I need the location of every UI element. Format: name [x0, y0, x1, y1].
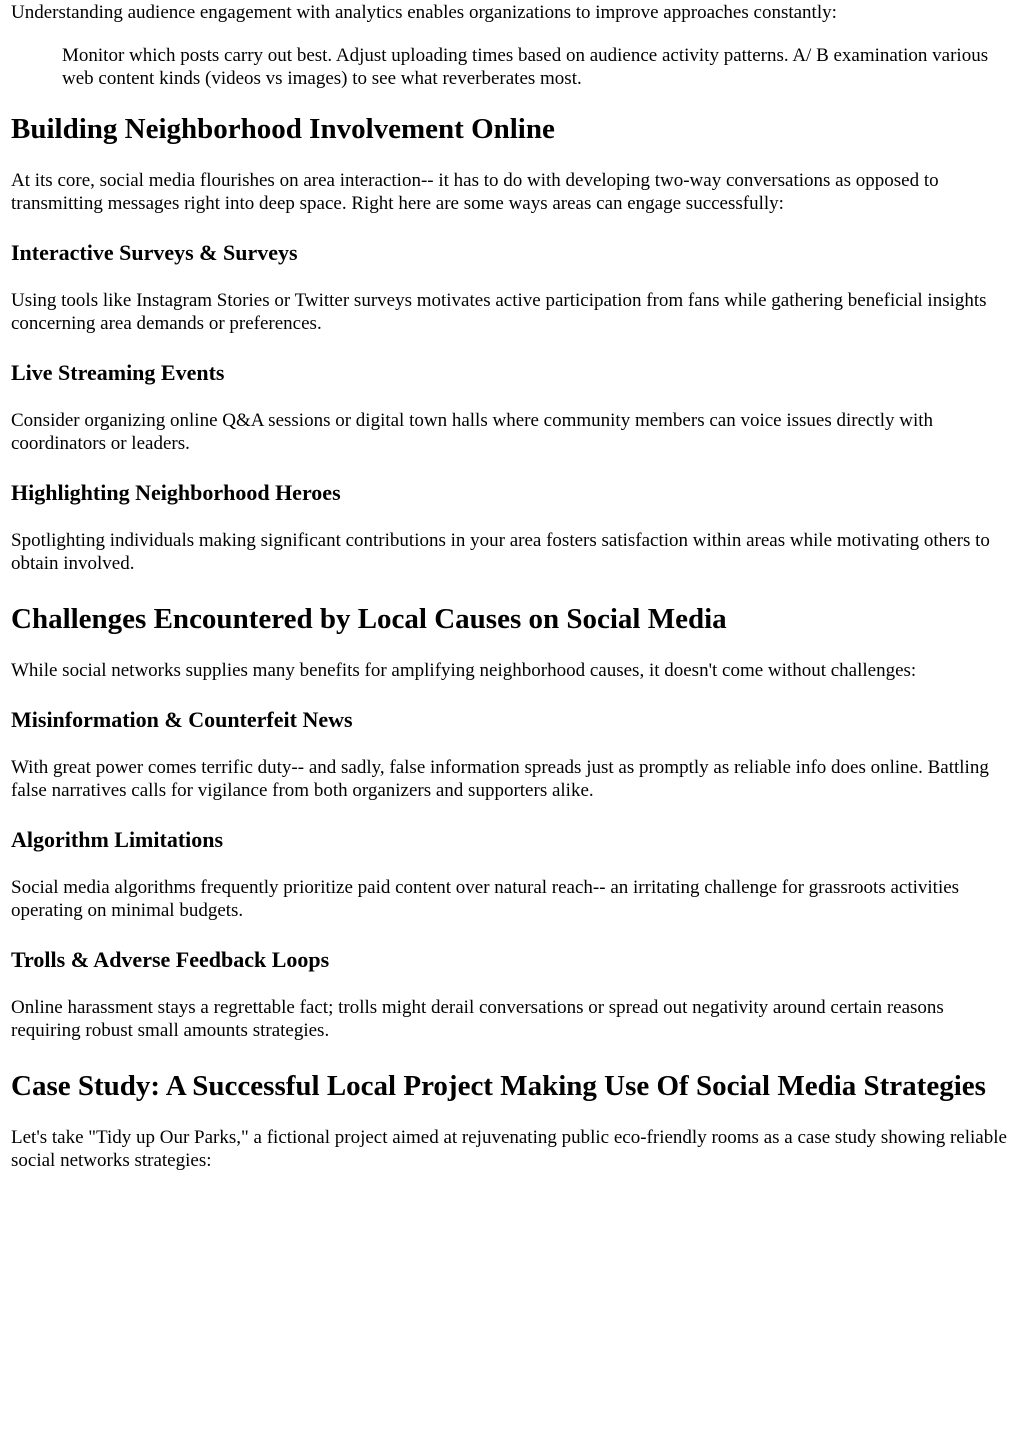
- trolls-paragraph: Online harassment stays a regrettable fact; trolls might derail conversations or spread out negativity around certain reasons requiring robust small amounts strategies.: [11, 997, 944, 1041]
- algorithm-limitations-paragraph: Social media algorithms frequently prioritize paid content over natural reach-- an irritating challenge for grassroots activities operating on minimal budgets.: [11, 877, 960, 921]
- community-involvement-paragraph: At its core, social media flourishes on area interaction-- it has to do with developing two-way conversations as opposed to transmitting messages right into deep space. Right here are some ways areas can engage successfully:: [11, 170, 939, 214]
- article: [0, 1, 1024, 1172]
- heading-algorithm-limitations: Algorithm Limitations: [11, 827, 224, 852]
- heading-community-involvement: Building Neighborhood Involvement Online: [11, 113, 555, 145]
- heading-live-streaming: Live Streaming Events: [11, 360, 225, 385]
- heading-neighborhood-heroes: Highlighting Neighborhood Heroes: [11, 480, 341, 505]
- heading-interactive-surveys: Interactive Surveys & Surveys: [11, 240, 298, 265]
- heading-misinformation: Misinformation & Counterfeit News: [11, 707, 353, 732]
- neighborhood-heroes-paragraph: Spotlighting individuals making significant contributions in your area fosters satisfaction within areas while motivating others to obtain involved.: [11, 530, 990, 574]
- live-streaming-paragraph: Consider organizing online Q&A sessions or digital town halls where community members can voice issues directly with coordinators or leaders.: [11, 410, 934, 454]
- misinformation-paragraph: With great power comes terrific duty-- and sadly, false information spreads just as promptly as reliable info does online. Battling false narratives calls for vigilance from both organizers and supporters alike.: [11, 757, 989, 801]
- intro-paragraph: Understanding audience engagement with analytics enables organizations to improve approaches constantly:: [11, 2, 837, 23]
- heading-trolls: Trolls & Adverse Feedback Loops: [11, 947, 330, 972]
- interactive-surveys-paragraph: Using tools like Instagram Stories or Twitter surveys motivates active participation from fans while gathering beneficial insights concerning area demands or preferences.: [11, 290, 987, 334]
- challenges-paragraph: While social networks supplies many benefits for amplifying neighborhood causes, it doesn't come without challenges:: [11, 660, 917, 681]
- heading-challenges: Challenges Encountered by Local Causes on Social Media: [11, 603, 727, 635]
- analytics-blockquote: Monitor which posts carry out best. Adjust uploading times based on audience activity patterns. A/ B examination various web content kinds (videos vs images) to see what reverberates most.: [62, 45, 989, 89]
- case-study-paragraph: Let's take "Tidy up Our Parks," a fictional project aimed at rejuvenating public eco-friendly rooms as a case study showing reliable social networks strategies:: [11, 1127, 1007, 1171]
- heading-case-study: Case Study: A Successful Local Project Making Use Of Social Media Strategies: [11, 1070, 986, 1102]
